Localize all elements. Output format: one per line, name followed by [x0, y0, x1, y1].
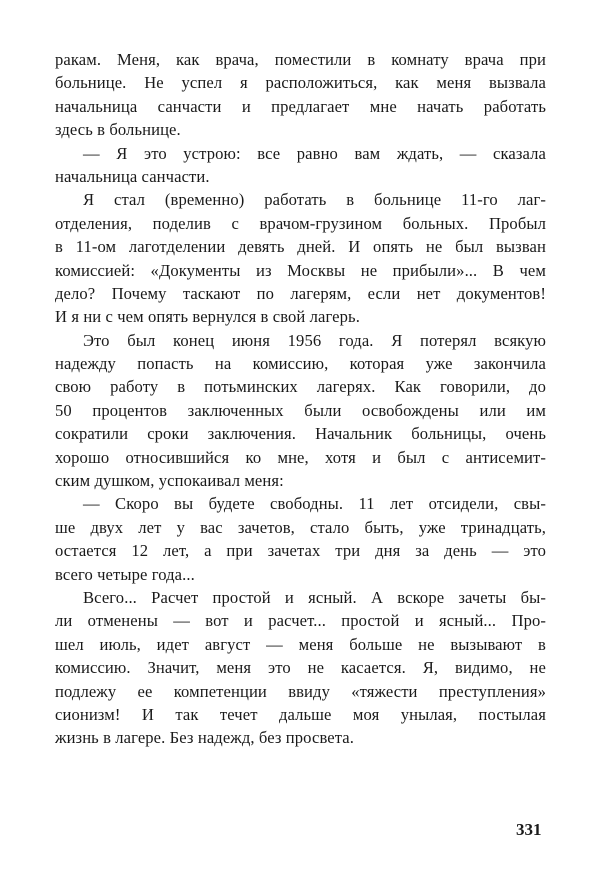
text-line: хорошо относившийся ко мне, хотя и был с антисемит- [55, 447, 546, 467]
text-line: ше двух лет у вас зачетов, стало быть, уже тринадцать, [55, 517, 546, 537]
text-line: отделения, поделив с врачом-грузином больных. Пробыл [55, 213, 546, 233]
text-line: Всего... Расчет простой и ясный. А вскоре зачеты бы- [83, 587, 546, 607]
text-line: сионизм! И так течет дальше моя унылая, постылая [55, 704, 546, 724]
text-line: — Скоро вы будете свободны. 11 лет отсидели, свы- [83, 494, 546, 514]
text-line: — Я это устрою: все равно вам ждать, — сказала [83, 143, 546, 163]
text-line: начальница санчасти. [55, 166, 210, 186]
text-line: Я стал (временно) работать в больнице 11-го лаг- [83, 190, 546, 210]
text-line: надежду попасть на комиссию, которая уже закончила [55, 354, 546, 374]
text-line: дело? Почему таскают по лагерям, если нет документов! [55, 283, 546, 303]
text-line: сократили сроки заключения. Начальник больницы, очень [55, 424, 546, 444]
text-line: шел июль, идет август — меня больше не вызывают в [55, 634, 546, 654]
text-line: свою работу в потьминских лагерях. Как говорили, до [55, 377, 546, 397]
text-line: комиссией: «Документы из Москвы не прибыли»... В чем [55, 260, 546, 280]
text-line: комиссию. Значит, меня это не касается. Я, видимо, не [55, 658, 546, 678]
text-line: Это был конец июня 1956 года. Я потерял всякую [83, 330, 546, 350]
text-line: больнице. Не успел я расположиться, как меня вызвала [55, 73, 546, 93]
page-number: 331 [516, 820, 542, 839]
text-line: жизнь в лагере. Без надежд, без просвета. [55, 728, 355, 748]
text-line: подлежу ее компетенции ввиду «тяжести преступления» [55, 681, 546, 701]
text-line: остается 12 лет, а при зачетах три дня за день — это [55, 541, 546, 561]
text-line: И я ни с чем опять вернулся в свой лагерь. [55, 307, 360, 327]
text-line: ли отменены — вот и расчет... простой и ясный... Про- [55, 611, 546, 631]
text-line: в 11-ом лаготделении девять дней. И опять не был вызван [55, 237, 546, 257]
text-line: ским душком, успокаивал меня: [55, 471, 284, 491]
text-line: 50 процентов заключенных были освобождены или им [55, 400, 546, 420]
text-line: начальница санчасти и предлагает мне начать работать [55, 96, 546, 116]
body-text [55, 48, 546, 750]
text-line: здесь в больнице. [55, 120, 181, 140]
text-line: ракам. Меня, как врача, поместили в комнату врача при [55, 50, 546, 69]
text-line: всего четыре года... [55, 564, 195, 584]
